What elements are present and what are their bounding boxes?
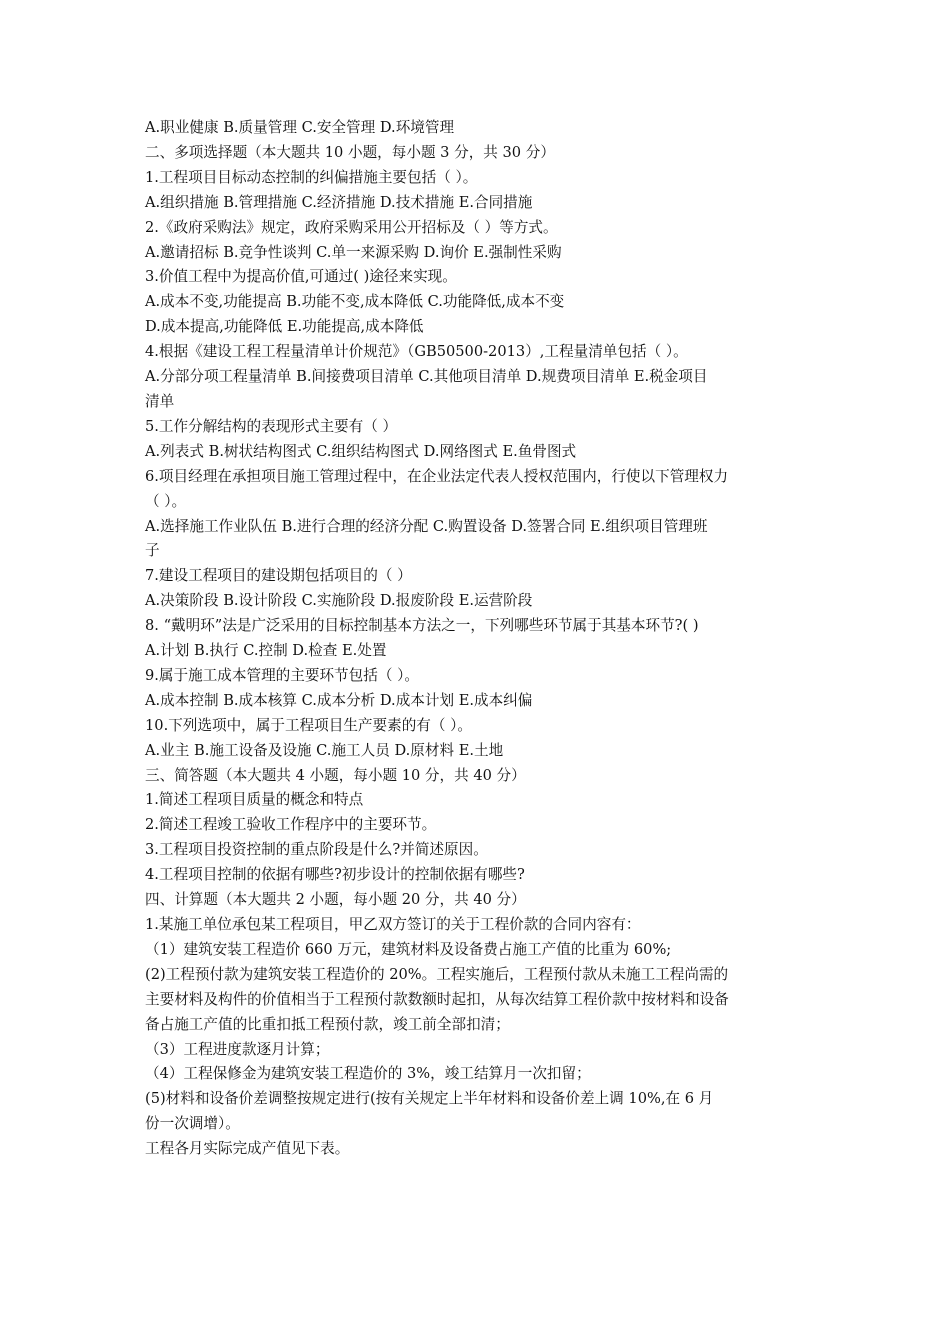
options: D.成本提高,功能降低 E.功能提高,成本降低 — [145, 318, 424, 336]
options: 清单 — [145, 392, 175, 410]
contract-clause: （4）工程保修金为建筑安装工程造价的 3%，竣工结算月一次扣留； — [145, 1065, 591, 1083]
section-heading: 二、多项选择题（本大题共 10 小题，每小题 3 分，共 30 分） — [145, 143, 555, 161]
options: A.分部分项工程量清单 B.间接费项目清单 C.其他项目清单 D.规费项目清单 E.税金项目 — [145, 368, 708, 386]
document-page — [145, 116, 813, 1162]
question: 2.简述工程竣工验收工作程序中的主要环节。 — [145, 816, 437, 834]
text-line: 工程各月实际完成产值见下表。 — [145, 1140, 350, 1158]
options: 子 — [145, 542, 160, 560]
options: A.决策阶段 B.设计阶段 C.实施阶段 D.报废阶段 E.运营阶段 — [145, 592, 533, 610]
question: 4.根据《建设工程工程量清单计价规范》（GB50500-2013）,工程量清单包括（ ）。 — [145, 343, 688, 361]
contract-clause: （1）建筑安装工程造价 660 万元，建筑材料及设备费占施工产值的比重为 60%; — [145, 940, 672, 958]
section-heading: 三、简答题（本大题共 4 小题，每小题 10 分，共 40 分） — [145, 766, 526, 784]
question: 9.属于施工成本管理的主要环节包括（ ）。 — [145, 666, 419, 684]
text-line: A.职业健康 B.质量管理 C.安全管理 D.环境管理 — [145, 119, 455, 136]
question: 5.工作分解结构的表现形式主要有（ ） — [145, 417, 398, 435]
question: 3.价值工程中为提高价值,可通过( )途径来实现。 — [145, 268, 457, 286]
contract-clause: 主要材料及构件的价值相当于工程预付款数额时起扣，从每次结算工程价款中按材料和设备 — [145, 990, 729, 1008]
question: 2.《政府采购法》规定，政府采购采用公开招标及（ ）等方式。 — [145, 218, 558, 236]
question: 6.项目经理在承担项目施工管理过程中，在企业法定代表人授权范围内，行使以下管理权力 — [145, 467, 729, 485]
contract-clause: 份一次调增）。 — [145, 1115, 240, 1133]
question: 1.工程项目目标动态控制的纠偏措施主要包括（ ）。 — [145, 168, 478, 186]
contract-clause: (5)材料和设备价差调整按规定进行(按有关规定上半年材料和设备价差上调 10%,在 6 月 — [145, 1090, 714, 1108]
contract-clause: （3）工程进度款逐月计算； — [145, 1040, 330, 1058]
question: 1.简述工程项目质量的概念和特点 — [145, 791, 364, 809]
question: 4.工程项目控制的依据有哪些?初步设计的控制依据有哪些? — [145, 866, 525, 884]
question: 8. “戴明环”法是广泛采用的目标控制基本方法之一，下列哪些环节属于其基本环节?( ) — [145, 617, 699, 635]
options: A.成本控制 B.成本核算 C.成本分析 D.成本计划 E.成本纠偏 — [145, 691, 533, 709]
contract-clause: (2)工程预付款为建筑安装工程造价的 20%。工程实施后，工程预付款从未施工工程尚需的 — [145, 965, 729, 983]
question: 7.建设工程项目的建设期包括项目的（ ） — [145, 567, 412, 585]
options: A.成本不变,功能提高 B.功能不变,成本降低 C.功能降低,成本不变 — [145, 293, 565, 311]
options: A.计划 B.执行 C.控制 D.检查 E.处置 — [145, 642, 387, 660]
question: 10.下列选项中，属于工程项目生产要素的有（ ）。 — [145, 716, 473, 734]
question: （ ）。 — [145, 492, 187, 510]
options: A.邀请招标 B.竞争性谈判 C.单一来源采购 D.询价 E.强制性采购 — [145, 243, 562, 261]
question: 1.某施工单位承包某工程项目，甲乙双方签订的关于工程价款的合同内容有： — [145, 916, 641, 933]
options: A.业主 B.施工设备及设施 C.施工人员 D.原材料 E.土地 — [145, 741, 504, 759]
section-heading: 四、计算题（本大题共 2 小题，每小题 20 分，共 40 分） — [145, 891, 526, 909]
contract-clause: 备占施工产值的比重扣抵工程预付款，竣工前全部扣清； — [145, 1015, 510, 1033]
options: A.组织措施 B.管理措施 C.经济措施 D.技术措施 E.合同措施 — [145, 193, 533, 211]
options: A.列表式 B.树状结构图式 C.组织结构图式 D.网络图式 E.鱼骨图式 — [145, 442, 577, 460]
question: 3.工程项目投资控制的重点阶段是什么?并简述原因。 — [145, 841, 488, 859]
options: A.选择施工作业队伍 B.进行合理的经济分配 C.购置设备 D.签署合同 E.组织项目管理班 — [145, 517, 708, 535]
